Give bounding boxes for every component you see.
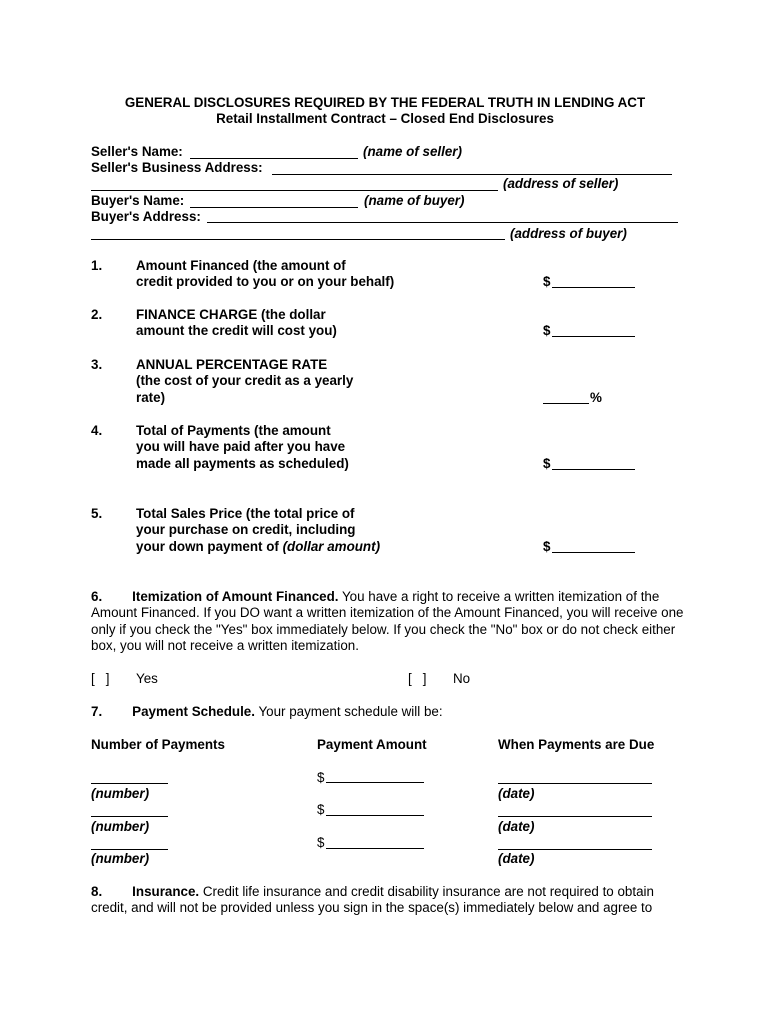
item-text-line: Total Sales Price (the total price of — [136, 506, 355, 521]
dollar-sign: $ — [317, 770, 325, 785]
column-header-number: Number of Payments — [91, 737, 225, 752]
total-payments-field[interactable] — [552, 469, 635, 470]
item-number: 5. — [91, 506, 103, 521]
item-text-line: credit provided to you or on your behalf) — [136, 274, 395, 289]
payment-amount-field[interactable] — [326, 782, 424, 783]
item-text-line: Amount Financed (the amount of — [136, 258, 346, 273]
payment-date-field[interactable] — [498, 783, 652, 784]
number-hint: (number) — [91, 819, 150, 834]
item-number: 3. — [91, 357, 103, 372]
item-number: 1. — [91, 258, 103, 273]
document-subtitle: Retail Installment Contract – Closed End Disclosures — [216, 111, 554, 126]
section-heading: Payment Schedule. — [132, 704, 255, 719]
buyer-address-label: Buyer's Address: — [91, 209, 201, 224]
payment-date-field[interactable] — [498, 816, 652, 817]
seller-name-field[interactable] — [190, 158, 358, 159]
number-hint: (number) — [91, 851, 150, 866]
item-text-line: made all payments as scheduled) — [136, 456, 349, 471]
payment-date-field[interactable] — [498, 849, 652, 850]
date-hint: (date) — [498, 851, 535, 866]
column-header-amount: Payment Amount — [317, 737, 427, 752]
payment-amount-field[interactable] — [326, 848, 424, 849]
payment-number-field[interactable] — [91, 783, 168, 784]
seller-address-hint: (address of seller) — [503, 176, 619, 191]
item-number: 2. — [91, 307, 103, 322]
section-heading: Insurance. — [132, 884, 200, 899]
bracket-open: [ — [408, 671, 412, 686]
item-text-line: Total of Payments (the amount — [136, 423, 331, 438]
item-text-line: rate) — [136, 390, 166, 405]
bracket-close: ] — [105, 671, 110, 686]
yes-checkbox[interactable] — [91, 671, 109, 687]
section-8-paragraph — [91, 884, 691, 917]
no-checkbox[interactable] — [408, 671, 426, 687]
percent-sign: % — [590, 390, 602, 405]
buyer-address-field-2[interactable] — [91, 239, 505, 240]
seller-name-label: Seller's Name: — [91, 144, 183, 159]
item-text-line: your down payment of — [136, 539, 279, 554]
apr-field[interactable] — [543, 403, 589, 404]
item-text-line: ANNUAL PERCENTAGE RATE — [136, 357, 328, 372]
item-text-line: amount the credit will cost you) — [136, 323, 337, 338]
section-7-heading-row — [91, 704, 443, 720]
section-number: 7. — [91, 704, 103, 719]
dollar-sign: $ — [543, 456, 551, 471]
buyer-address-hint: (address of buyer) — [510, 226, 627, 241]
dollar-sign: $ — [543, 323, 551, 338]
dollar-sign: $ — [317, 802, 325, 817]
total-sales-price-field[interactable] — [552, 552, 635, 553]
section-text: Your payment schedule will be: — [254, 704, 443, 719]
buyer-address-field-1[interactable] — [207, 222, 678, 223]
number-hint: (number) — [91, 786, 150, 801]
seller-address-field-2[interactable] — [91, 190, 498, 191]
item-text-line: your purchase on credit, including — [136, 522, 356, 537]
payment-number-field[interactable] — [91, 849, 168, 850]
no-label: No — [453, 671, 471, 686]
date-hint: (date) — [498, 819, 535, 834]
item-text-line: FINANCE CHARGE (the dollar — [136, 307, 326, 322]
buyer-name-hint: (name of buyer) — [364, 193, 465, 208]
item-number: 4. — [91, 423, 103, 438]
section-number: 8. — [91, 884, 103, 899]
payment-amount-field[interactable] — [326, 815, 424, 816]
section-heading: Itemization of Amount Financed. — [132, 589, 339, 604]
seller-address-field-1[interactable] — [272, 174, 672, 175]
finance-charge-field[interactable] — [552, 336, 635, 337]
item-text-line: you will have paid after you have — [136, 439, 346, 454]
yes-label: Yes — [136, 671, 158, 686]
date-hint: (date) — [498, 786, 535, 801]
column-header-due: When Payments are Due — [498, 737, 655, 752]
dollar-sign: $ — [543, 539, 551, 554]
bracket-close: ] — [422, 671, 427, 686]
buyer-name-label: Buyer's Name: — [91, 193, 185, 208]
section-text: You have a right to receive a written itemization of the Amount Financed. If you DO want a written itemization of the Amount Financed, you will receive one only if you check the "Yes" box immediately below. If you check the "No" box or do not check either box, you will not receive a written itemization. — [91, 589, 684, 653]
dollar-amount-hint: (dollar amount) — [282, 539, 381, 554]
buyer-name-field[interactable] — [190, 207, 358, 208]
section-number: 6. — [91, 589, 103, 604]
section-text: Credit life insurance and credit disability insurance are not required to obtain credit, and will not be provided unless you sign in the space(s) immediately below and agree to — [91, 884, 654, 916]
document-title: GENERAL DISCLOSURES REQUIRED BY THE FEDERAL TRUTH IN LENDING ACT — [124, 95, 646, 110]
amount-financed-field[interactable] — [552, 287, 635, 288]
bracket-open: [ — [91, 671, 95, 686]
payment-number-field[interactable] — [91, 816, 168, 817]
dollar-sign: $ — [543, 274, 551, 289]
seller-address-label: Seller's Business Address: — [91, 160, 263, 175]
dollar-sign: $ — [317, 835, 325, 850]
section-6-paragraph — [91, 589, 691, 654]
seller-name-hint: (name of seller) — [363, 144, 462, 159]
item-text-line: (the cost of your credit as a yearly — [136, 373, 354, 388]
